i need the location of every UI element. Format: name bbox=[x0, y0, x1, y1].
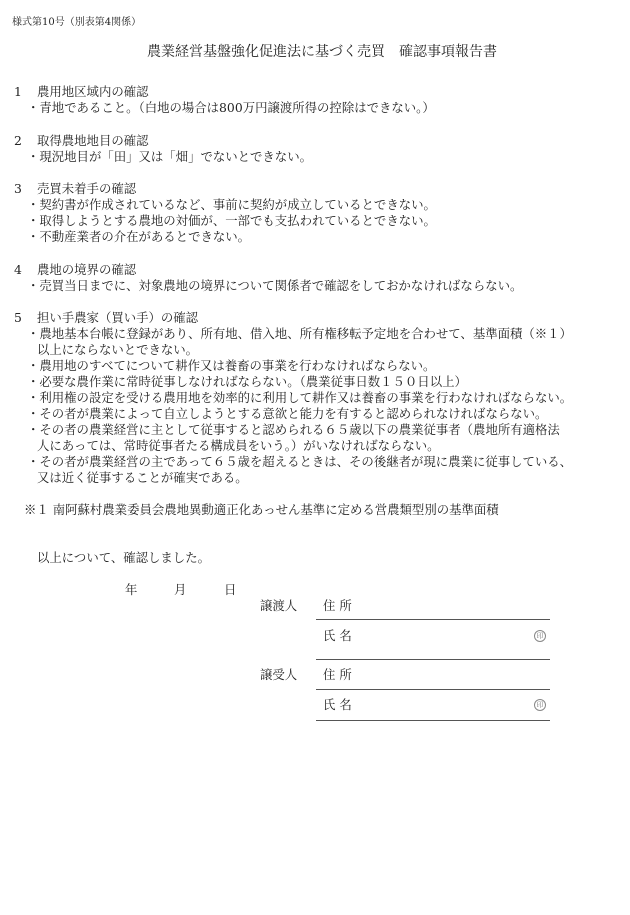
section-heading-text: 農地の境界の確認 bbox=[37, 262, 137, 277]
date-day[interactable]: 日 bbox=[224, 582, 237, 597]
footnote: ※１ 南阿蘇村農業委員会農地異動適正化あっせん基準に定める営農類型別の基準面積 bbox=[24, 502, 499, 517]
transferor-address-label[interactable]: 住 所 bbox=[323, 598, 352, 613]
transferor-seal-icon: 印 bbox=[534, 630, 546, 642]
transferee-address-line bbox=[316, 689, 550, 690]
section-heading bbox=[14, 310, 572, 326]
section-heading-text: 担い手農家（買い手）の確認 bbox=[37, 310, 199, 325]
transferor-label: 譲渡人 bbox=[260, 598, 298, 613]
section-heading-text: 農用地区域内の確認 bbox=[37, 84, 149, 99]
section-item: ・農地基本台帳に登録があり、所有地、借入地、所有権移転予定地を合わせて、基準面積（※１） bbox=[27, 326, 572, 341]
transferee-name-label[interactable]: 氏 名 bbox=[323, 697, 352, 712]
section-item: ・必要な農作業に常時従事しなければならない。（農業従事日数１５０日以上） bbox=[27, 374, 467, 389]
transferee-seal-icon: 印 bbox=[534, 699, 546, 711]
section-number: 5 bbox=[14, 310, 22, 325]
section-item: ・現況地目が「田」又は「畑」でないとできない。 bbox=[27, 149, 312, 164]
section-3 bbox=[14, 181, 436, 245]
date-month[interactable]: 月 bbox=[174, 582, 187, 597]
section-item: 又は近く従事することが確実である。 bbox=[37, 470, 248, 485]
transferee-address-label[interactable]: 住 所 bbox=[323, 667, 352, 682]
section-item: ・その者が農業によって自立しようとする意欲と能力を有すると認められなければならない。 bbox=[27, 406, 548, 421]
section-1 bbox=[14, 84, 435, 116]
page-title: 農業経営基盤強化促進法に基づく売買 確認事項報告書 bbox=[147, 44, 497, 60]
transferor-name-label[interactable]: 氏 名 bbox=[323, 628, 352, 643]
section-item: ・取得しようとする農地の対価が、一部でも支払われているとできない。 bbox=[27, 213, 436, 228]
section-2 bbox=[14, 133, 312, 165]
section-item: ・その者の農業経営に主として従事すると認められる６５歳以下の農業従事者（農地所有適格法 bbox=[27, 422, 560, 437]
section-item: ・農用地のすべてについて耕作又は養畜の事業を行わなければならない。 bbox=[27, 358, 436, 373]
section-number: 1 bbox=[14, 84, 22, 99]
section-number: 4 bbox=[14, 262, 22, 277]
section-item: ・その者が農業経営の主であって６５歳を超えるときは、その後継者が現に農業に従事している、 bbox=[27, 454, 573, 469]
section-heading bbox=[14, 181, 436, 197]
section-item: ・契約書が作成されているなど、事前に契約が成立しているとできない。 bbox=[27, 197, 436, 212]
section-item: ・利用権の設定を受ける農用地を効率的に利用して耕作又は養畜の事業を行わなければならない。 bbox=[27, 390, 573, 405]
confirmation-statement: 以上について、確認しました。 bbox=[37, 550, 210, 565]
transferee-label: 譲受人 bbox=[260, 667, 298, 682]
section-heading bbox=[14, 262, 522, 278]
section-item: ・青地であること。（白地の場合は800万円譲渡所得の控除はできない。） bbox=[27, 100, 435, 115]
section-number: 2 bbox=[14, 133, 22, 148]
section-number: 3 bbox=[14, 181, 22, 196]
section-heading bbox=[14, 133, 312, 149]
section-item: ・売買当日までに、対象農地の境界について関係者で確認をしておかなければならない。 bbox=[27, 278, 523, 293]
section-5 bbox=[14, 310, 572, 486]
section-item: ・不動産業者の介在があるとできない。 bbox=[27, 229, 251, 244]
transferee-name-line bbox=[316, 720, 550, 721]
form-number: 様式第10号（別表第4関係） bbox=[12, 17, 142, 28]
date-year[interactable]: 年 bbox=[125, 582, 138, 597]
section-item: 以上にならないとできない。 bbox=[37, 342, 199, 357]
transferor-name-line bbox=[316, 659, 550, 660]
section-4 bbox=[14, 262, 522, 294]
section-heading-text: 取得農地地目の確認 bbox=[37, 133, 149, 148]
section-heading bbox=[14, 84, 435, 100]
section-heading-text: 売買未着手の確認 bbox=[37, 181, 137, 196]
transferor-address-line bbox=[316, 619, 550, 620]
section-item: 人にあっては、常時従事者たる構成員をいう。）がいなければならない。 bbox=[37, 438, 440, 453]
